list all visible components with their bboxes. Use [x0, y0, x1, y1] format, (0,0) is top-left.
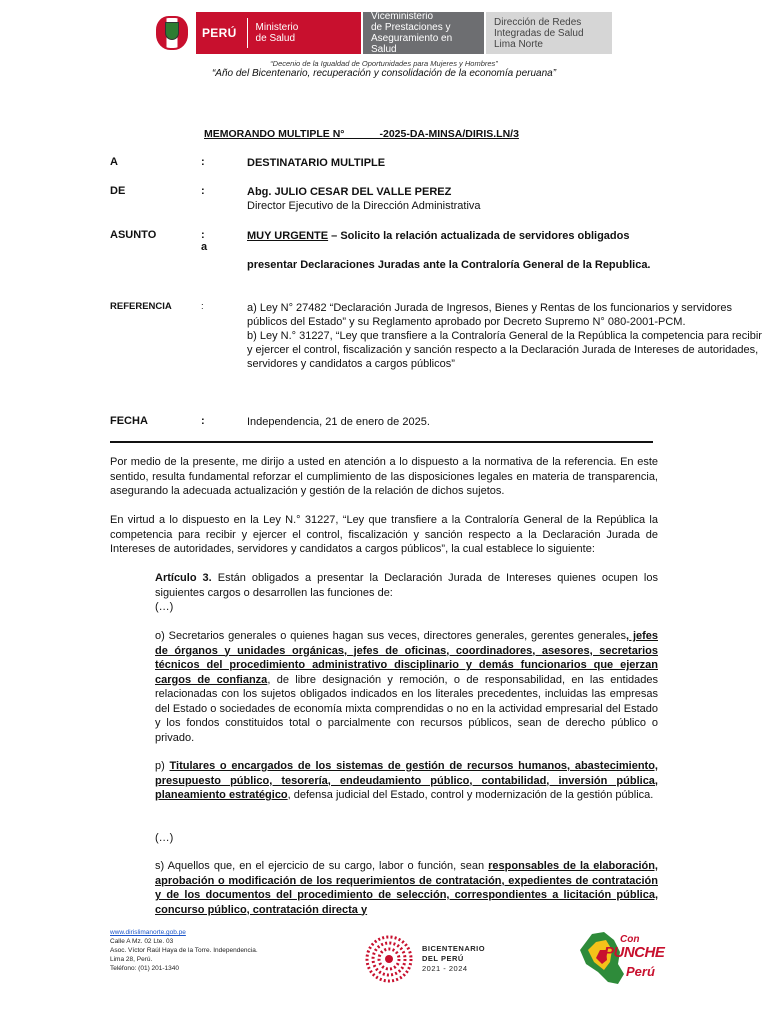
reference-value	[247, 301, 768, 371]
viceministry-block: Viceministerio de Prestaciones y Aseguramiento en Salud	[363, 12, 484, 54]
memo-title: MEMORANDO MULTIPLE N° -2025-DA-MINSA/DIRIS.LN/3	[204, 128, 519, 140]
sender-name: Abg. JULIO CESAR DEL VALLE PEREZ	[247, 186, 452, 198]
field-colon: :	[201, 156, 205, 168]
institution-header	[150, 12, 612, 54]
sender-value	[247, 185, 768, 213]
subject-line-2: presentar Declaraciones Juradas ante la Contraloría General de la Republica.	[247, 259, 651, 271]
field-colon: :	[201, 301, 204, 312]
field-colon: : a	[201, 229, 208, 253]
decade-motto: “Decenio de la Igualdad de Oportunidades para Mujeres y Hombres”	[270, 59, 498, 68]
field-label: ASUNTO	[110, 229, 157, 241]
bicentenario-icon	[364, 934, 414, 984]
date-value: Independencia, 21 de enero de 2025.	[247, 416, 430, 428]
field-colon: :	[201, 185, 205, 197]
year-motto: “Año del Bicentenario, recuperación y consolidación de la economía peruana”	[211, 68, 557, 79]
field-label: A	[110, 156, 118, 168]
recipient-value: DESTINATARIO MULTIPLE	[247, 157, 386, 169]
body-paragraph-2: En virtud a lo dispuesto en la Ley N.° 31227, “Ley que transfiere a la Contraloría General de la República la competencia para recibir y ejercer el control, fiscalización y sanción respecto a la Declaración Jurada de Intereses de autoridades, servidores y candidatos a cargos públicos”, la cual establece lo siguiente:	[110, 514, 658, 555]
quote-item-s: s) Aquellos que, en el ejercicio de su cargo, labor o función, sean responsables de la elaboración, aprobación o modificación de los requerimientos de contratación, expedientes de contratación y de los documentos del procedimiento de selección, correspondientes a licitación pública, concurso público, contratación directa y	[155, 860, 658, 916]
punche-word-2: PUNCHE	[604, 944, 665, 961]
subject-value: MUY URGENTE – Solicito la relación actualizada de servidores obligados presentar Declaraciones Juradas ante la Contraloría General de la Republica.	[247, 229, 768, 272]
field-label: FECHA	[110, 415, 148, 427]
field-label: REFERENCIA	[110, 301, 172, 312]
con-punche-peru-logo	[574, 928, 678, 988]
field-label: DE	[110, 185, 126, 197]
bicentenario-logo	[364, 934, 485, 984]
divider	[110, 441, 653, 443]
country-name: PERÚ	[202, 25, 237, 40]
urgent-flag: MUY URGENTE	[247, 230, 329, 242]
phone-number: Teléfono: (01) 201-1340	[110, 965, 180, 972]
coat-of-arms-icon	[150, 12, 194, 54]
quote-article-3: Artículo 3. Están obligados a presentar la Declaración Jurada de Intereses quienes ocupen los siguientes cargos o desarrollen las funciones de: (…)	[155, 572, 658, 613]
emphasis: Titulares o encargados de los sistemas de gestión de recursos humanos, abastecimiento, presupuesto público, tesorería, endeudamiento público, contabilidad, inversión pública, planeamiento estratégico	[155, 760, 658, 801]
sender-role: Director Ejecutivo de la Dirección Administrativa	[247, 200, 481, 212]
punche-word-1: Con	[620, 934, 640, 945]
article-label: Artículo 3.	[155, 572, 212, 584]
peru-ministry-block	[196, 12, 361, 54]
reference-b: b) Ley N.° 31227, “Ley que transfiere a la Contraloría General de la República la competencia para recibir y ejercer el control, fiscalización y sanción respecto a la Declaración Jurada de Intereses de autoridades, servidores y candidatos a cargos públicos”	[247, 330, 762, 370]
website-link[interactable]: www.dirislimanorte.gob.pe	[110, 929, 186, 936]
quote-item-o: o) Secretarios generales o quienes hagan sus veces, directores generales, gerentes generales, jefes de órganos y unidades orgánicas, jefes de oficinas, coordinadores, asesores, secretarios técnicos del procedimiento administrativo disciplinario y demás funcionarios que ejerzan cargos de confianza, de libre designación y remoción, o de responsabilidad, en las entidades relacionadas con los sujetos obligados indicados en los literales precedentes, incluidas las empresas del Estado o sociedades de economía mixta comprendidas o no en la actividad empresarial del Estado y los fondos constituidos total o parcialmente con recursos públicos, sean de derecho público o privado.	[155, 630, 659, 744]
emphasis: responsables de la elaboración, aprobación o modificación de los requerimientos de contratación, expedientes de contratación y de los documentos del procedimiento de selección, correspondientes a licitación pública, concurso público, contratación directa y	[155, 860, 658, 916]
quote-item-p: p) Titulares o encargados de los sistemas de gestión de recursos humanos, abastecimiento, presupuesto público, tesorería, endeudamiento público, contabilidad, inversión pública, planeamiento estratégico, defensa judicial del Estado, control y modernización de la gestión pública.	[155, 760, 658, 801]
punche-word-3: Perú	[626, 964, 655, 979]
footer-address: www.dirislimanorte.gob.pe Calle A Mz. 02 Lte. 03 Asoc. Víctor Raúl Haya de la Torre. Independencia. Lima 28, Perú. Teléfono: (01) 201-1340	[110, 929, 258, 972]
ellipsis: (…)	[155, 601, 174, 613]
bicentenario-text: BICENTENARIO DEL PERÚ 2021 - 2024	[422, 944, 486, 973]
direction-block: Dirección de Redes Integradas de Salud Lima Norte	[486, 12, 612, 54]
field-colon: :	[201, 415, 205, 427]
ministry-name: Ministerio de Salud	[255, 22, 299, 44]
ellipsis: (…)	[155, 832, 174, 844]
emphasis: , jefes de órganos y unidades orgánicas, jefes de oficinas, coordinadores, asesores, secretarios técnicos del procedimiento administrativo disciplinario y demás funcionarios que ejerzan cargos de confianza	[155, 630, 659, 686]
body-paragraph-1: Por medio de la presente, me dirijo a usted en atención a lo dispuesto a la normativa de la referencia. En este sentido, resulta fundamental reforzar el cumplimiento de las disposiciones legales en materia de transparencia, asegurando la adecuada actualización y gestión de la relación de dichos sujetos.	[110, 456, 658, 497]
reference-a: a) Ley N° 27482 “Declaración Jurada de Ingresos, Bienes y Rentas de los funcionarios y servidores públicos del Estado” y su Reglamento aprobado por Decreto Supremo N° 080-2001-PCM.	[247, 302, 732, 328]
